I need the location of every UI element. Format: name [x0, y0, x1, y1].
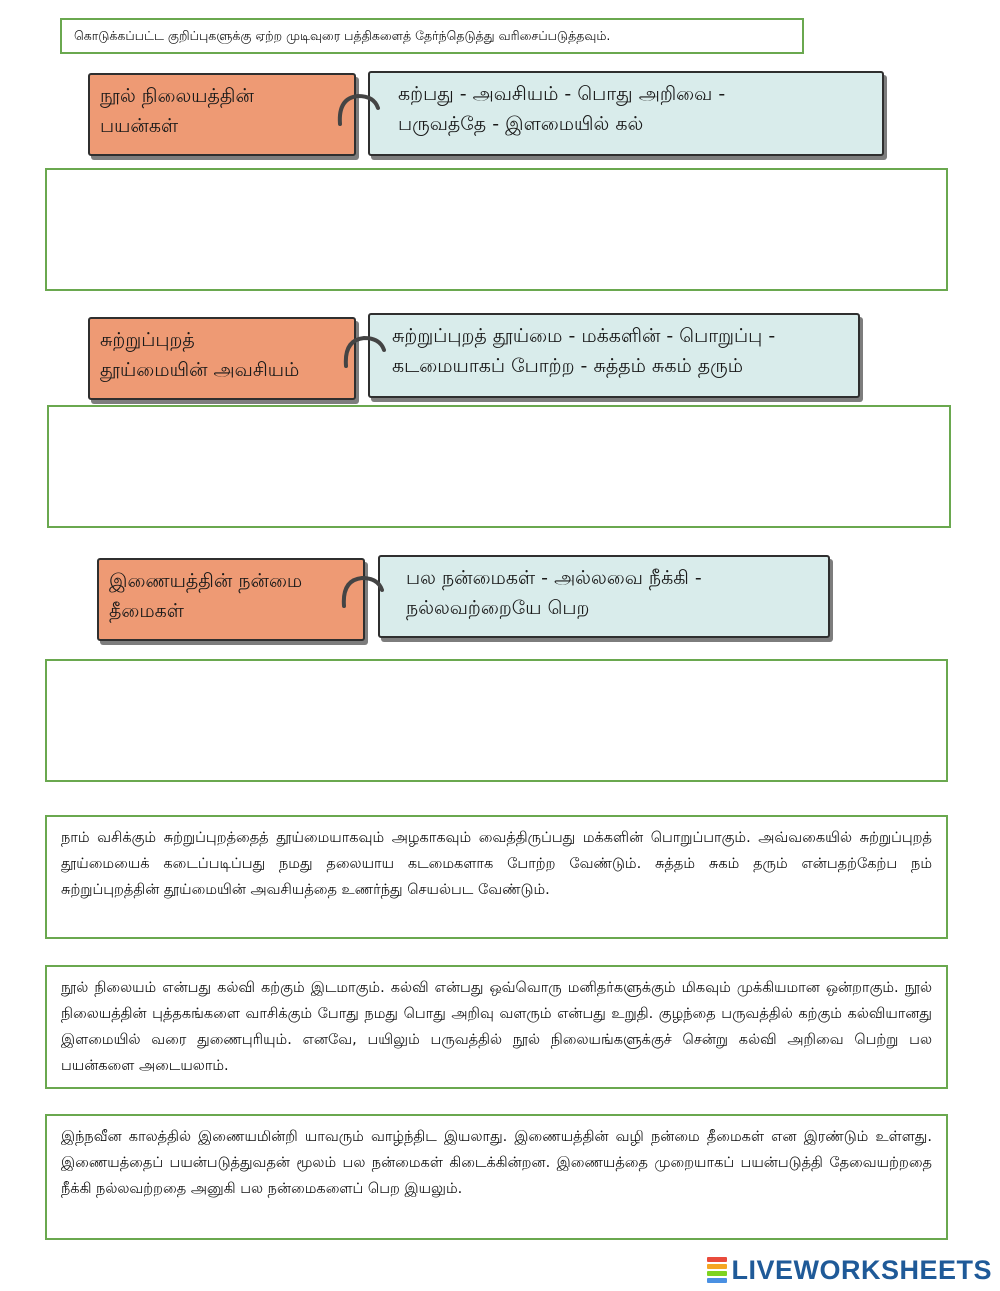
keyword-line-1: பல நன்மைகள் - அல்லவை நீக்கி -	[406, 567, 702, 589]
instruction-box	[60, 18, 804, 54]
hook-connector-icon	[334, 88, 384, 128]
topic-line-1: நூல் நிலையத்தின்	[100, 85, 254, 107]
keyword-hints	[368, 313, 860, 398]
paragraph-text: நூல் நிலையம் என்பது கல்வி கற்கும் இடமாகும். கல்வி என்பது ஒவ்வொரு மனிதர்களுக்கும் மிகவும் முக்கியமான ஒன்றாகும். நூல் நிலையத்தின் புத்தகங்களை வாசிக்கும் போது நமது பொது அறிவு வளரும் என்பது உறுதி. குழந்தை பருவத்தில் கற்கும் கல்வியானது இளமையில் வரை துணைபுரியும். எனவே, பயிலும் பருவத்தில் நூல் நிலையங்களுக்குச் சென்று கல்வி அறிவை பெற்று பல பயன்களை அடையலாம்.	[61, 980, 932, 1074]
brand-mark-icon	[707, 1257, 727, 1283]
topic-line-2: தீமைகள்	[109, 600, 184, 622]
answer-drop-box-3[interactable]	[45, 659, 948, 782]
keyword-line-2: நல்லவற்றையே பெற	[406, 597, 590, 619]
keyword-line-2: கடமையாகப் போற்ற - சுத்தம் சுகம் தரும்	[392, 355, 744, 377]
paragraph-option-internet[interactable]	[45, 1114, 948, 1240]
hook-connector-icon	[340, 330, 390, 370]
keyword-hints	[368, 71, 884, 156]
keyword-line-1: கற்பது - அவசியம் - பொது அறிவை -	[398, 83, 726, 105]
paragraph-text: இந்நவீன காலத்தில் இணையமின்றி யாவரும் வாழ்ந்திட இயலாது. இணையத்தின் வழி நன்மை தீமைகள் என இரண்டும் உள்ளது. இணையத்தைப் பயன்படுத்துவதன் மூலம் பல நன்மைகள் கிடைக்கின்றன. இணையத்தை முறையாகப் பயன்படுத்தி தேவையற்றதை நீக்கி நல்லவற்றதை அனுகி பல நன்மைகளைப் பெற இயலும்.	[61, 1129, 932, 1197]
answer-drop-box-1[interactable]	[45, 168, 948, 291]
keyword-line-2: பருவத்தே - இளமையில் கல்	[398, 113, 644, 135]
topic-line-1: இணையத்தின் நன்மை	[109, 570, 303, 592]
answer-drop-box-2[interactable]	[47, 405, 951, 528]
paragraph-text: நாம் வசிக்கும் சுற்றுப்புறத்தைத் தூய்மையாகவும் அழகாகவும் வைத்திருப்பது மக்களின் பொறுப்பாகும். அவ்வகையில் சுற்றுப்புறத் தூய்மையைக் கடைப்படிப்பது நமது தலையாய கடமைகளாக போற்ற வேண்டும். சுத்தம் சுகம் தரும் என்பதற்கேற்ப நம் சுற்றுப்புறத்தின் தூய்மையின் அவசியத்தை உணர்ந்து செயல்பட வேண்டும்.	[61, 830, 932, 898]
topic-label	[88, 317, 356, 400]
keyword-line-1: சுற்றுப்புறத் தூய்மை - மக்களின் - பொறுப்பு -	[392, 325, 776, 347]
topic-label	[88, 73, 356, 156]
instruction-text: கொடுக்கப்பட்ட குறிப்புகளுக்கு ஏற்ற முடிவுரை பத்திகளைத் தேர்ந்தெடுத்து வரிசைப்படுத்தவும்.	[74, 28, 611, 43]
brand-logo	[707, 1255, 992, 1285]
paragraph-option-library[interactable]	[45, 965, 948, 1089]
brand-name: LIVEWORKSHEETS	[731, 1254, 992, 1285]
keyword-hints	[378, 555, 830, 638]
topic-line-2: தூய்மையின் அவசியம்	[100, 359, 300, 381]
topic-line-2: பயன்கள்	[100, 115, 179, 137]
topic-label	[97, 558, 365, 641]
topic-line-1: சுற்றுப்புறத்	[100, 329, 195, 351]
paragraph-option-cleanliness[interactable]	[45, 815, 948, 939]
hook-connector-icon	[338, 570, 388, 610]
